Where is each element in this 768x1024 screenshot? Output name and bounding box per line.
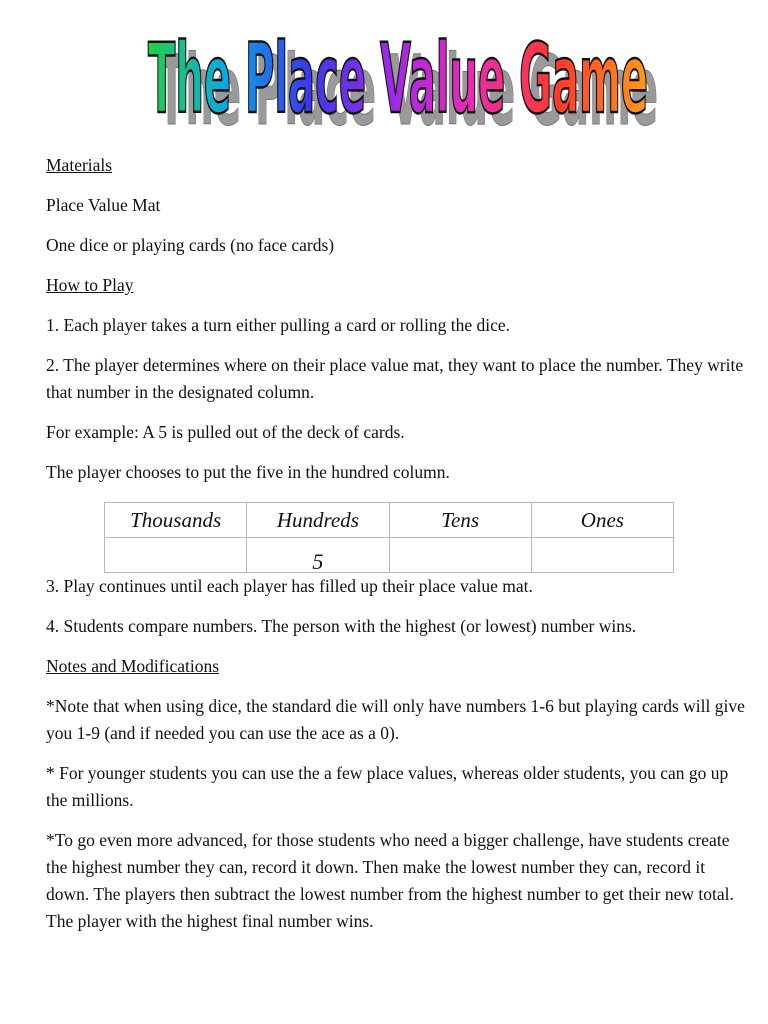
title-shadow: The Place Value Game	[158, 35, 658, 147]
header-hundreds: Hundreds	[247, 503, 389, 538]
note-2: * For younger students you can use the a few place values, whereas older students, you can go up the millions.	[46, 763, 729, 810]
place-value-table	[104, 502, 674, 573]
note-1: *Note that when using dice, the standard die will only have numbers 1-6 but playing cards will give you 1-9 (and if needed you can use the ace as a 0).	[46, 696, 745, 743]
title-wordart	[140, 12, 660, 147]
step-1: 1. Each player takes a turn either pulling a card or rolling the dice.	[46, 315, 511, 335]
header-ones: Ones	[531, 503, 673, 538]
materials-heading: Materials	[46, 155, 113, 175]
document-body	[46, 152, 752, 948]
header-tens: Tens	[389, 503, 531, 538]
materials-item-mat: Place Value Mat	[46, 195, 161, 215]
notes-heading: Notes and Modifications	[46, 656, 220, 676]
page-title: The Place Value Game	[148, 23, 648, 135]
how-to-play-heading: How to Play	[46, 275, 134, 295]
cell-thousands	[105, 538, 247, 573]
step-2: 2. The player determines where on their place value mat, they want to place the number. They write that number in the designated column.	[46, 355, 744, 402]
header-thousands: Thousands	[105, 503, 247, 538]
example-line-1: For example: A 5 is pulled out of the deck of cards.	[46, 422, 405, 442]
step-4: 4. Students compare numbers. The person with the highest (or lowest) number wins.	[46, 616, 637, 636]
step-3: 3. Play continues until each player has filled up their place value mat.	[46, 576, 533, 596]
note-3: *To go even more advanced, for those students who need a bigger challenge, have students create the highest number they can, record it down. Then make the lowest number they can, record it down. The players then subtract the lowest number from the highest number to get their new total. The player with the highest final number wins.	[46, 830, 734, 931]
cell-hundreds: 5	[247, 538, 389, 573]
cell-ones	[531, 538, 673, 573]
example-line-2: The player chooses to put the five in the hundred column.	[46, 462, 450, 482]
materials-item-dice: One dice or playing cards (no face cards)	[46, 235, 335, 255]
title-wordart-svg	[140, 12, 660, 147]
table-row	[105, 538, 674, 573]
cell-tens	[389, 538, 531, 573]
table-header-row	[105, 503, 674, 538]
